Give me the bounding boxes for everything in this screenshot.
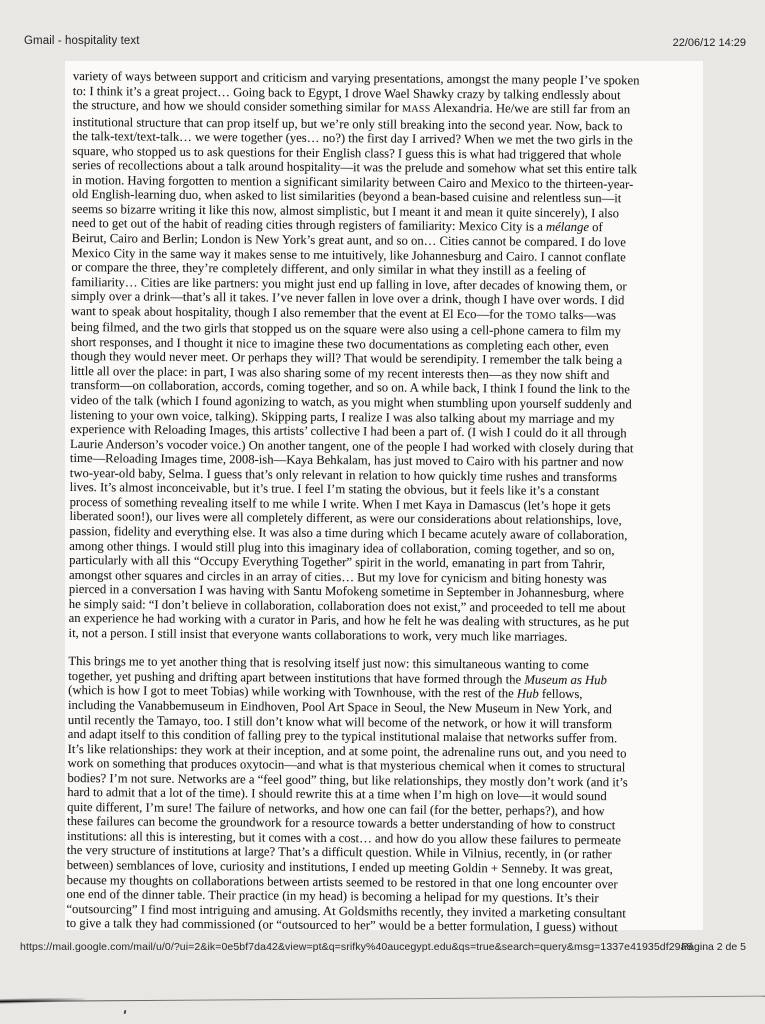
text-line: This brings me to yet another thing that is resolving itself just now: this simultaneous wanting to come [68, 654, 589, 673]
text-line: together, yet pushing and drifting apart between institutions that have formed through the Museum as Hub [68, 668, 607, 688]
text-line: between) semblances of love, curiosity and institutions, I ended up meeting Goldin + Senneby. It was great, [66, 857, 613, 877]
paragraph [66, 654, 700, 935]
text-line: passion, fidelity and everything else. It was also a time during which I became acutely aware of collaboration, [69, 523, 628, 543]
text-line: simply over a drink—that’s all it takes. I’ve never fallen in love over a drink, though I have over words. I did [71, 289, 625, 308]
text-line: Mexico City in the same way it makes sense to me intuitively, like Johannesburg and Cairo. I cannot conflate [71, 245, 626, 264]
text-line: and adapt itself to this condition of falling prey to the typical institutional malaise that networks suffer from. [67, 727, 618, 746]
text-line: quite different, I’m sure! The failure of networks, and how one can fail (for the better, perhaps?), and how [67, 799, 605, 818]
print-footer-url: https://mail.google.com/mail/u/0/?ui=2&ik=0e5bf7da42&view=pt&q=srifky%40aucegypt.edu&qs=true&search=query&msg=1337e41935df29a8 [20, 941, 693, 953]
text-line: in motion. Having forgotten to mention a significant similarity between Cairo and Mexico to the thirteen-year- [72, 172, 634, 192]
text-line: one end of the dinner table. Their practice (in my head) is becoming a helipad for my questions. It’s their [66, 887, 599, 906]
text-line: short responses, and I thought it nice to imagine these two documentations as completing each other, even [70, 334, 609, 354]
text-line: the talk-text/text-talk… we were together (yes… no?) the first day I arrived? When we met the two girls in the [72, 129, 633, 148]
text-line: though they would never meet. Or perhaps they will? That would be serendipity. I remember the talk being a [70, 349, 623, 368]
text-line: bodies? I’m not sure. Networks are a “feel good” thing, but like relationships, they mostly don’t work (and it’s [67, 770, 628, 790]
text-line: it, not a person. I still insist that everyone wants collaborations to work, very much like marriages. [68, 625, 568, 644]
text-line: process of something revealing itself to me while I write. When I met Kaya in Damascus (let’s hope it gets [69, 494, 611, 514]
text-line: listening to your own voice, talking). Skipping parts, I realize I was also talking about my marriage and my [70, 407, 615, 426]
text-line: want to speak about hospitality, though I also remember that the event at El Eco—for the TOMO talks—was [71, 303, 616, 323]
text-line: being filmed, and the two girls that stopped us on the square were also using a cell-phone camera to film my [70, 320, 622, 339]
text-line: the structure, and how we should consider something similar for MASS Alexandria. He/we are still far from an [72, 98, 631, 117]
text-line: need to get out of the habit of reading cities through registers of familiarity: Mexico City is a mélange of [71, 216, 603, 235]
text-line: (which is how I got to meet Tobias) while working with Townhouse, with the rest of the Hub fellows, [68, 683, 583, 702]
paragraph [69, 69, 705, 645]
text-line: institutions: all this is interesting, but it comes with a cost… and how do you allow these failures to permeate [66, 828, 621, 848]
text-line: among other things. I would still plug into this imaginary idea of collaboration, coming together, and so on, [69, 538, 615, 557]
text-line: time—Reloading Images time, 2008-ish—Kaya Behkalam, has just moved to Cairo with his partner and now [69, 451, 624, 470]
text-line: amongst other squares and circles in an array of cities… But my love for cynicism and biting honesty was [68, 567, 607, 586]
text-line: until recently the Tamayo, too. I still don’t know what will become of the network, or how it will transform [67, 712, 613, 731]
scan-edge-shadow-cap [0, 997, 85, 1004]
text-line: square, who stopped us to ask questions for their English class? I guess this is what had triggered that whole [72, 143, 622, 163]
text-line: It’s like relationships: they work at their inception, and at some point, the adrenaline runs out, and you need to [67, 741, 627, 760]
text-line: familiarity… Cities are like partners: you might just end up falling in love, after decades of knowing them, or [71, 274, 627, 294]
text-line: little all over the place: in part, I was also sharing some of my recent interests then—as they now shift and [70, 363, 610, 383]
text-line: series of recollections about a talk around hospitality—it was the prelude and somehow what set this entire talk [72, 158, 638, 177]
text-line: transform—on collaboration, accords, coming together, and so on. A while back, I think I found the link to the [70, 378, 630, 397]
text-line: video of the talk (which I found agonizing to watch, as you might when stumbling upon yourself suddenly and [70, 393, 632, 412]
text-line: seems so bizarre writing it like this now, almost simplistic, but I meant it and mean it quite sincerely), I also [71, 201, 620, 221]
scan-edge-shadow [0, 996, 765, 1003]
text-line: an experience he had working with a curator in Paris, and how he felt he was dealing with structures, as he put [68, 611, 630, 630]
text-line: Laurie Anderson’s vocoder voice.) On another tangent, one of the people I had worked with closely during that [70, 436, 634, 456]
print-header-datetime: 22/06/12 14:29 [672, 37, 746, 49]
text-line: work on something that produces oxytocin—and what is that mysterious chemical when it comes to structural [67, 756, 626, 775]
text-line: liberated soon!), our lives were all completely different, as were our considerations about relationships, love, [69, 509, 622, 528]
text-line: he simply said: “I don’t believe in collaboration, collaboration does not exist,” and proceeded to tell me about [68, 596, 626, 616]
print-header-title: Gmail - hospitality text [24, 35, 140, 47]
text-line: institutional structure that can prop itself up, but we’re only still breaking into the second year. Now, back to [72, 114, 623, 133]
text-line: including the Vanabbemuseum in Eindhoven, Pool Art Space in Seoul, the New Museum in New York, and [67, 697, 612, 717]
scan-speck [124, 1010, 127, 1014]
text-line: old English-learning duo, when asked to list similarities (beyond a bean-based cuisine and relentless sun—it [71, 187, 622, 206]
text-line: pierced in a conversation I was having with Santu Mofokeng sometime in September in Johannesburg, where [68, 582, 625, 601]
text-line: lives. It’s almost inconceivable, but it’s true. I feel I’m stating the obvious, but it feels like it’s a constant [69, 480, 600, 499]
text-line: particularly with all this “Occupy Everything Together” spirit in the world, emanating in part from Tahrir, [69, 553, 606, 572]
text-line: because my thoughts on collaborations between artists seemed to be restored in that one long encounter over [66, 872, 618, 891]
text-line: Beirut, Cairo and Berlin; London is New York’s great aunt, and so on… Cities cannot be compared. I do love [71, 231, 626, 250]
text-line: or compare the three, they’re completely different, and only similar in what they instill as a feeling of [71, 260, 586, 279]
text-line: experience with Reloading Images, this artists’ collective I had been a part of. (I wish I could do it all through [70, 422, 627, 441]
text-line: to give a talk they had commissioned (or “outsourced to her” would be a better formulation, I guess) without [66, 916, 618, 935]
text-line: hard to admit that a lot of the time). I should rewrite this at a time when I’m high on love—it would sound [67, 785, 607, 804]
text-line: two-year-old baby, Selma. I guess that’s only relevant in relation to how quickly time rushes and transforms [69, 465, 618, 485]
text-line: “outsourcing” I find most intriguing and amusing. At Goldsmiths recently, they invited a marketing consultant [66, 901, 626, 920]
text-line: these failures can become the groundwork for a resource towards a better understanding of how to construct [67, 814, 616, 833]
text-line: to: I think it’s a great project… Going back to Egypt, I drove Wael Shawky crazy by talking endlessly about [72, 83, 621, 102]
email-body [66, 69, 705, 936]
print-footer-page-number: Página 2 de 5 [681, 941, 746, 953]
text-line: variety of ways between support and criticism and varying presentations, amongst the many people I’ve spoken [72, 69, 640, 88]
text-line: the very structure of institutions at large? That’s a difficult question. While in Vilnius, recently, in (or rather [66, 843, 612, 862]
